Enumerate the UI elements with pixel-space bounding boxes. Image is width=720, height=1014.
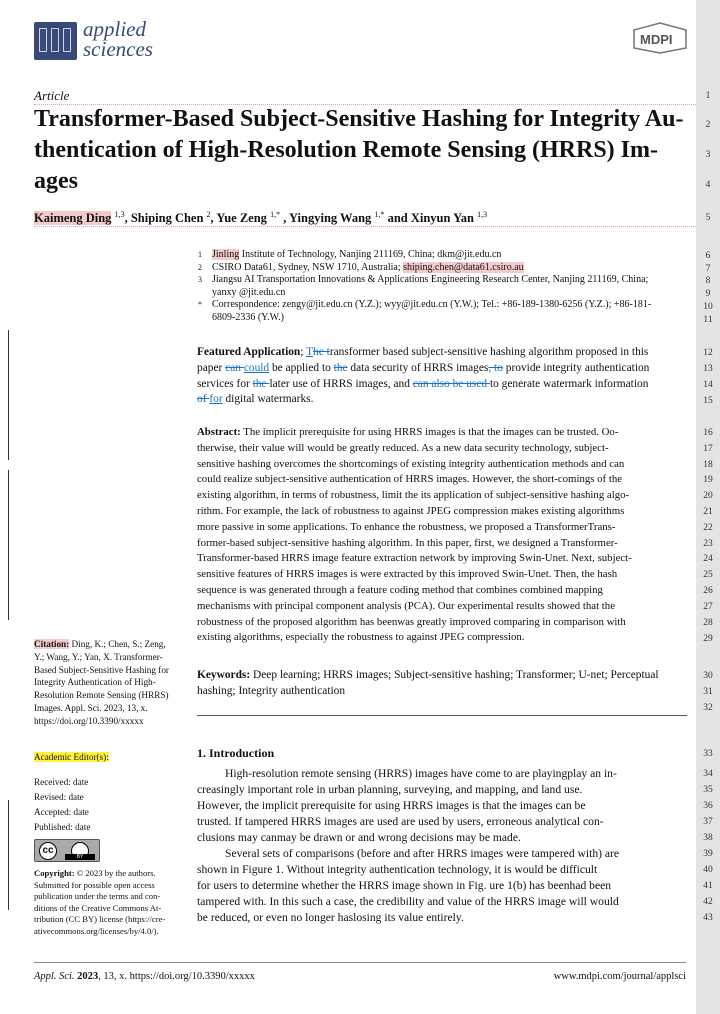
featured-application: Featured Application; The transformer based subject-sensitive hashing algorithm proposed in this paper can could be applied to the data security of HRRS images, to provide integrity authentication services for the later use of HRRS images, and can also be used to generate watermark information of for digital watermarks.	[197, 346, 650, 406]
footer-citation: Appl. Sci. 2023, 13, x. https://doi.org/10.3390/xxxxx	[34, 971, 255, 982]
change-bar	[8, 470, 9, 620]
cc-by-license-icon[interactable]: cc BY	[34, 839, 100, 862]
introduction-text: High-resolution remote sensing (HRRS) images have come to are playingplay an in- creasingly important role in urban planning, surveying, and mapping, and land use. However, the implicit prerequisite for using HRRS images is that the images can be trusted. If tampered HRRS images are used are used by users, erroneous analytical con- clusions may canmay be drawn or and wrong decisions may be made. Several sets of comparisons (before and after HRRS images were tampered with) are shown in Figure 1. Without integrity authentication technology, it is would be difficult for users to determine whether the HRRS image shown in Fig. ure 1(b) has beenhad been tampered with. In this such a case, the credibility and value of the HRRS image will would be reduced, or even no longer haslosing its value entirely.	[197, 767, 620, 924]
section-heading-introduction: 1. Introduction	[197, 746, 275, 760]
applied-sciences-logo-icon	[34, 22, 77, 60]
academic-editor-label: Academic Editor(s):	[34, 752, 109, 762]
author-list: Kaimeng Ding $^{1,3}$, Shiping Chen $^2$, Yue Zeng $^{1,*}$ , Yingying Wang $^{1,*}$ and Xinyun Yan $^{1,3}$	[34, 210, 488, 226]
change-bar	[8, 330, 9, 460]
footer-url[interactable]: www.mdpi.com/journal/applsci	[553, 971, 686, 982]
citation-block: Citation: Ding, K.; Chen, S.; Zeng, Y.; Wang, Y.; Yan, X. Transformer- Based Subject-Sensitive Hashing for Integrity Authentication of High- Resolution Remote Sensing (HRRS) Images. Appl. Sci. 2023, 13, x. https://doi.org/10.3390/xxxxx	[34, 639, 169, 726]
keywords: Keywords: Deep learning; HRRS images; Subject-sensitive hashing; Transformer; U-net; Perceptual hashing; Integrity authentication	[197, 669, 659, 697]
copyright-block: Copyright: © 2023 by the authors. Submitted for possible open access publication under the terms and con- ditions of the Creative Commons At- tribution (CC BY) license (https://cre- ativecommons.org/licenses/by/4.0/).	[34, 868, 166, 936]
page-title: Transformer-Based Subject-Sensitive Hashing for Integrity Au- thentication of High-Resolution Remote Sensing (HRRS) Im- ages	[34, 106, 684, 194]
journal-name: applied sciences	[83, 17, 153, 61]
article-type: Article	[34, 88, 70, 103]
abstract: Abstract: The implicit prerequisite for using HRRS images is that the images can be trusted. Oo- therwise, their value will would be greatly reduced. As a new data security technology, subject- sensitive hashing overcomes the shortcomings of existing integrity authentication methods and can could realize subject-sensitive authentication of HRRS images. However, the short-comings of the existing algorithm, in terms of robustness, limit the its application of subject-sensitive hashing algo- rithm. For example, the lack of robustness to against JPEG compression makes existing algorithms more passive in some applications. To enhance the robustness, we proposed a TransformerTrans- former-based subject-sensitive hashing algorithm. In this paper, first, we designed a Transformer- Transformer-based HRRS image feature extraction network by improving Swin-Unet. Next, subject- sensitive features of HRRS images is were extracted by this improved Swin-Unet. Then, the hash sequence is was generated through a feature coding method that combines combined mapping mechanisms with principal component analysis (PCA). Our experimental results showed that the robustness of the proposed algorithm has beenwas greatly improved comparing in comparison with existing algorithms, especially the robustness to against JPEG compression.	[197, 426, 632, 644]
publisher-name: MDPI	[640, 32, 673, 47]
dates-block: Received: date Revised: date Accepted: date Published: date	[34, 777, 91, 832]
affiliations: 1 Jinling Institute of Technology, Nanjing 211169, China; dkm@jit.edu.cn 2 CSIRO Data61, Sydney, NSW 1710, Australia; shiping.chen@data61.csiro.au 3 Jiangsu AI Transportation Innovations & Applications Engineering Research Center, Nanjing 211169, China; yanxy @jit.edu.cn * Correspondence: zengy@jit.edu.cn (Y.Z.); wyy@jit.edu.cn (Y.W.); Tel.: +86-189-1380-6256 (Y.Z.); +86-181- 6809-2336 (Y.W.)	[198, 249, 652, 323]
change-bar	[8, 800, 9, 910]
